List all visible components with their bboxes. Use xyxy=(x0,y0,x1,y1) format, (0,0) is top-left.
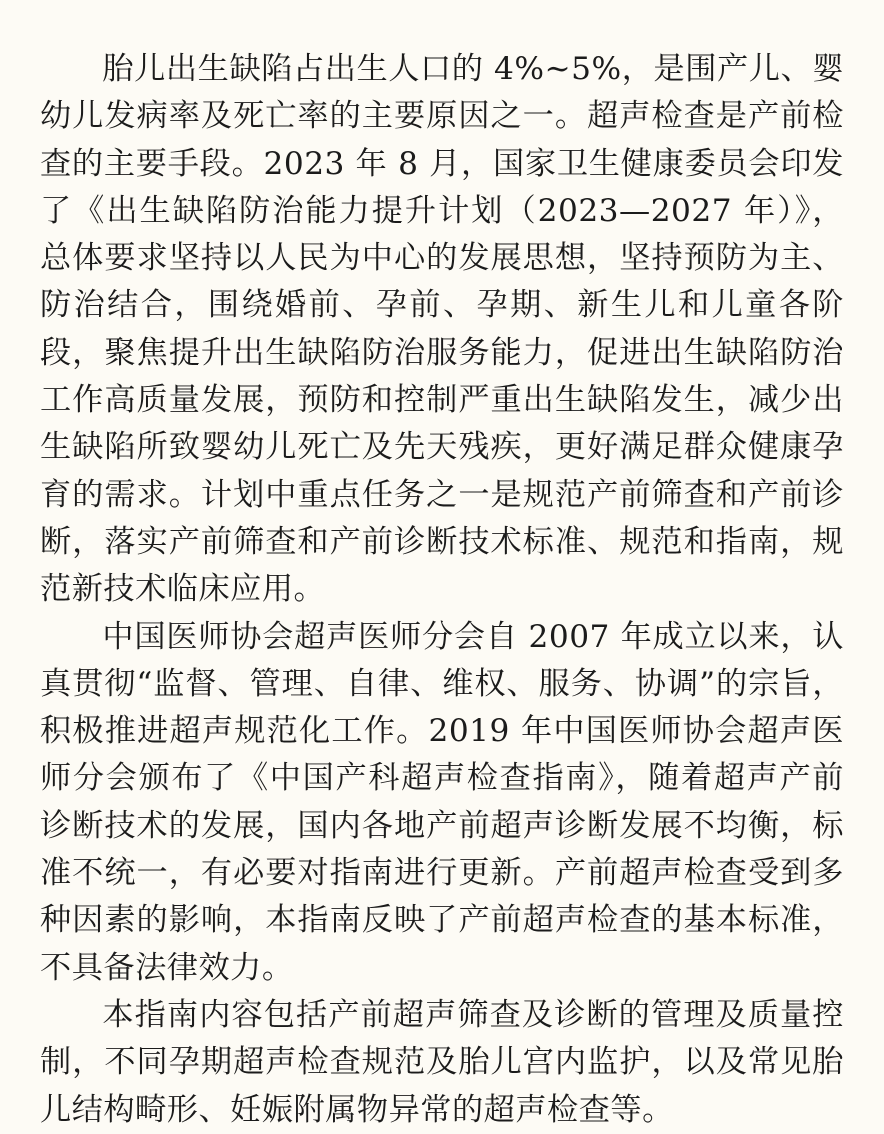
paragraph-2: 中国医师协会超声医师分会自 2007 年成立以来，认真贯彻“监督、管理、自律、维权、服务、协调”的宗旨，积极推进超声规范化工作。2019 年中国医师协会超声医师分会颁布了《中国产科超声检查指南》，随着超声产前诊断技术的发展，国内各地产前超声诊断发展不均衡，标准不统一，有必要对指南进行更新。产前超声检查受到多种因素的影响，本指南反映了产前超声检查的基本标准，不具备法律效力。 xyxy=(40,618,844,986)
paragraph-3: 本指南内容包括产前超声筛查及诊断的管理及质量控制，不同孕期超声检查规范及胎儿宫内监护，以及常见胎儿结构畸形、妊娠附属物异常的超声检查等。 xyxy=(40,996,844,1128)
paragraph-1: 胎儿出生缺陷占出生人口的 4%~5%，是围产儿、婴幼儿发病率及死亡率的主要原因之一。超声检查是产前检查的主要手段。2023 年 8 月，国家卫生健康委员会印发了《出生缺陷防治能力提升计划（2023—2027 年）》，总体要求坚持以人民为中心的发展思想，坚持预防为主、防治结合，围绕婚前、孕前、孕期、新生儿和儿童各阶段，聚焦提升出生缺陷防治服务能力，促进出生缺陷防治工作高质量发展，预防和控制严重出生缺陷发生，减少出生缺陷所致婴幼儿死亡及先天残疾，更好满足群众健康孕育的需求。计划中重点任务之一是规范产前筛查和产前诊断，落实产前筛查和产前诊断技术标准、规范和指南，规范新技术临床应用。 xyxy=(40,51,844,608)
